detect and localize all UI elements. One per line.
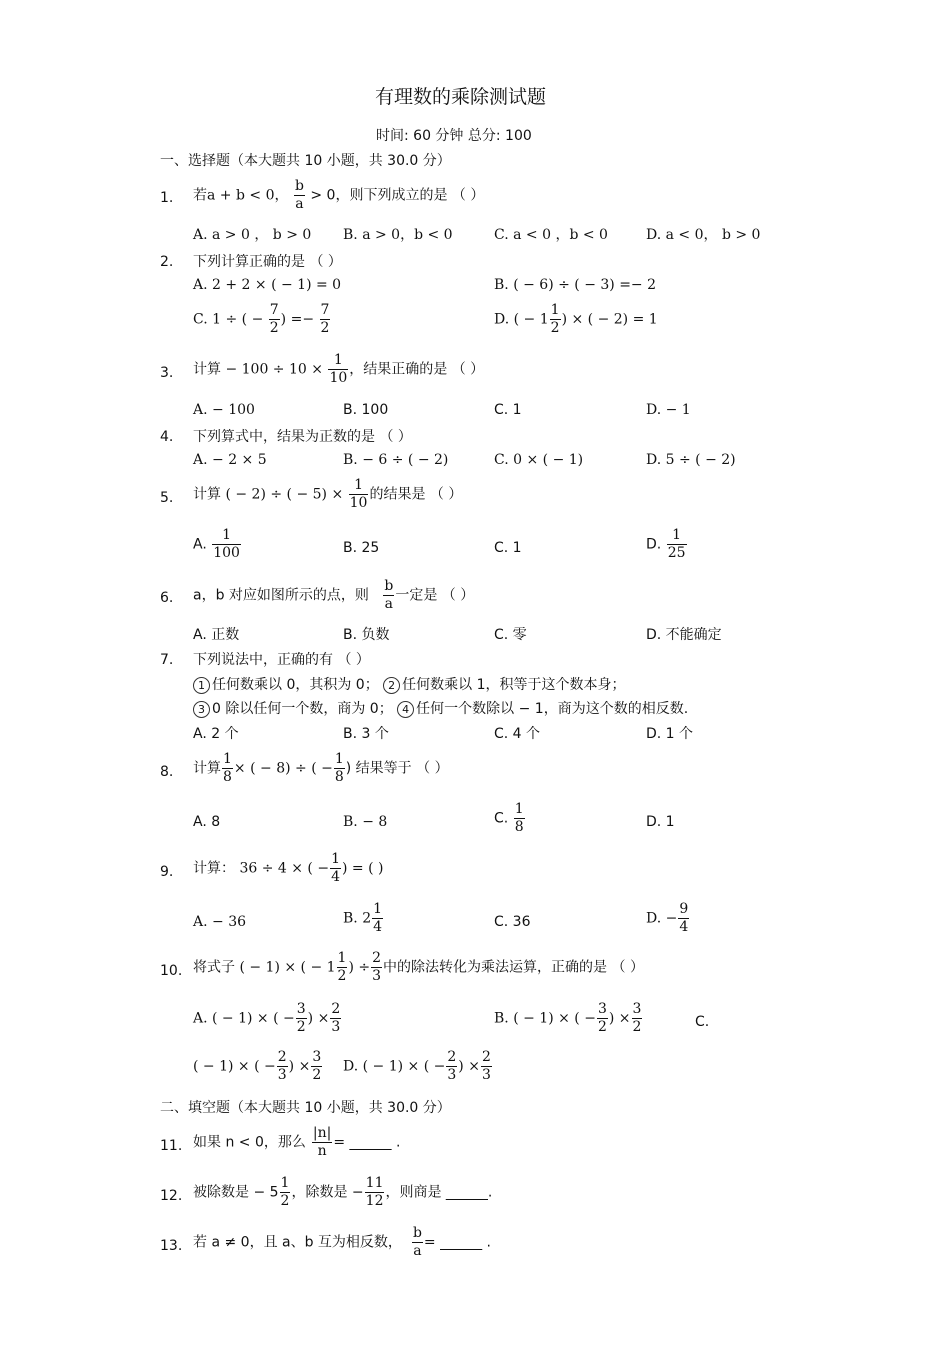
circled-number-3: 3 [193, 701, 210, 718]
option-c[interactable]: C. 36 [494, 914, 531, 930]
option-c[interactable]: C. 零 [494, 627, 527, 643]
question-number: 2. [160, 254, 174, 270]
question-number: 5. [160, 490, 174, 506]
circled-number-1: 1 [193, 677, 210, 694]
option-a[interactable]: A. 正数 [193, 627, 240, 643]
option-c[interactable]: C. 1 [494, 402, 522, 418]
question-number: 7. [160, 652, 174, 668]
option-b[interactable]: B. a > 0，b < 0 [343, 227, 453, 243]
question-number: 9. [160, 864, 174, 880]
option-b[interactable]: B. 负数 [343, 627, 390, 643]
question-7: 下列说法中，正确的有 （ ） [193, 652, 370, 668]
page-title: 有理数的乘除测试题 [375, 86, 547, 108]
question-number: 3. [160, 365, 174, 381]
section-heading-fill: 二、填空题（本大题共 10 小题，共 30.0 分） [160, 1100, 451, 1116]
question-13: 若 a ≠ 0，且 a、b 互为相反数， $\frac{b}{a}$ = ______ . [193, 1225, 491, 1259]
option-a[interactable]: A. − 100 [193, 402, 255, 418]
option-a[interactable]: A. 8 [193, 814, 221, 830]
question-number: 13. [160, 1238, 183, 1254]
question-10: 将式子 ( − 1) × ( − 1 $\frac{1}{2}$ ) ÷ $\frac{2}{3}$ 中的除法转化为乘法运算，正确的是 （ ） [193, 950, 644, 984]
option-b[interactable]: B. 25 [343, 540, 380, 556]
option-c[interactable]: C. 4 个 [494, 726, 541, 742]
question-number: 1. [160, 190, 174, 206]
statement-line-2: 3 0 除以任何一个数，商为 0； 4 任何一个数除以 − 1，商为这个数的相反数. [193, 700, 688, 718]
option-c[interactable]: C. 1 ÷ ( − $\frac{7}{2}$ ) =− $\frac{7}{2}$ [193, 302, 330, 336]
question-number: 8. [160, 764, 174, 780]
option-a[interactable]: A. $\frac{1}{100}$ [193, 527, 240, 561]
question-11: 如果 n < 0，那么 $\frac{|n|}{n}$ = ______ . [193, 1125, 401, 1159]
option-d[interactable]: D. 1 [646, 814, 675, 830]
option-c[interactable]: C. $\frac{1}{8}$ [494, 801, 524, 835]
option-d[interactable]: D. 1 个 [646, 726, 694, 742]
option-c[interactable]: C. a < 0 ，b < 0 [494, 227, 608, 243]
question-number: 11. [160, 1138, 183, 1154]
exam-meta: 时间: 60 分钟 总分: 100 [376, 128, 532, 144]
question-2: 下列计算正确的是 （ ） [193, 254, 342, 270]
option-d[interactable]: D. a < 0， b > 0 [646, 227, 761, 243]
question-number: 4. [160, 429, 174, 445]
question-number: 6. [160, 590, 174, 606]
option-a[interactable]: A. − 2 × 5 [193, 452, 267, 468]
option-d[interactable]: D. − 1 [646, 402, 691, 418]
option-a[interactable]: A. 2 + 2 × ( − 1) = 0 [193, 277, 342, 293]
question-5: 计算 ( − 2) ÷ ( − 5) × $\frac{1}{10}$ 的结果是 （ ） [193, 477, 463, 511]
option-c-label[interactable]: C. [695, 1014, 710, 1030]
option-d[interactable]: D. ( − 1) × ( − $\frac{2}{3}$ ) × $\frac{2}{3}$ [343, 1049, 491, 1083]
statement-line-1: 1 任何数乘以 0，其积为 0； 2 任何数乘以 1，积等于这个数本身； [193, 676, 626, 694]
option-b[interactable]: B. − 8 [343, 814, 388, 830]
section-heading-choice: 一、选择题（本大题共 10 小题，共 30.0 分） [160, 153, 451, 169]
option-b[interactable]: B. 3 个 [343, 726, 389, 742]
question-1: 若a + b < 0， $\frac{b}{a}$ > 0，则下列成立的是 （ ） [193, 178, 485, 212]
option-d[interactable]: D. 5 ÷ ( − 2) [646, 452, 736, 468]
option-a[interactable]: A. a > 0 ， b > 0 [193, 227, 312, 243]
question-number: 12. [160, 1188, 183, 1204]
option-d[interactable]: D. 不能确定 [646, 627, 722, 643]
option-b[interactable]: B. 2 $\frac{1}{4}$ [343, 901, 383, 935]
question-6: a，b 对应如图所示的点，则 $\frac{b}{a}$ 一定是 （ ） [193, 578, 475, 612]
fraction: $\frac{b}{a}$ [294, 178, 304, 212]
option-b[interactable]: B. − 6 ÷ ( − 2) [343, 452, 449, 468]
option-b[interactable]: B. ( − 6) ÷ ( − 3) =− 2 [494, 277, 657, 293]
option-b[interactable]: B. 100 [343, 402, 389, 418]
question-8: 计算 $\frac{1}{8}$ × ( − 8) ÷ ( − $\frac{1}{8}$ ) 结果等于 （ ） [193, 751, 449, 785]
question-number: 10. [160, 963, 183, 979]
option-a[interactable]: A. ( − 1) × ( − $\frac{3}{2}$ ) × $\frac{2}{3}$ [193, 1001, 341, 1035]
question-12: 被除数是 − 5 $\frac{1}{2}$ ，除数是 − $\frac{11}{12}$ ，则商是 ______. [193, 1175, 493, 1209]
circled-number-4: 4 [397, 701, 414, 718]
option-a[interactable]: A. 2 个 [193, 726, 239, 742]
option-b[interactable]: B. ( − 1) × ( − $\frac{3}{2}$ ) × $\frac{3}{2}$ [494, 1001, 642, 1035]
question-4: 下列算式中，结果为正数的是 （ ） [193, 429, 412, 445]
option-d[interactable]: D. $\frac{1}{25}$ [646, 527, 686, 561]
circled-number-2: 2 [383, 677, 400, 694]
option-d[interactable]: D. ( − 1 $\frac{1}{2}$ ) × ( − 2) = 1 [494, 302, 658, 336]
option-c[interactable]: ( − 1) × ( − $\frac{2}{3}$ ) × $\frac{3}{2}$ [193, 1049, 322, 1083]
question-9: 计算： 36 ÷ 4 × ( − $\frac{1}{4}$ ) = ( ) [193, 851, 384, 885]
question-3: 计算 − 100 ÷ 10 × $\frac{1}{10}$ ，结果正确的是 （ ） [193, 352, 485, 386]
option-d[interactable]: D. − $\frac{9}{4}$ [646, 901, 689, 935]
option-c[interactable]: C. 1 [494, 540, 522, 556]
option-a[interactable]: A. − 36 [193, 914, 247, 930]
option-c[interactable]: C. 0 × ( − 1) [494, 452, 584, 468]
